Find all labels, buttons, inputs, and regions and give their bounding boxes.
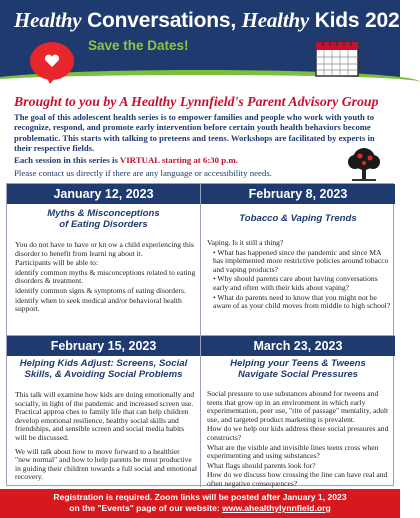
session-description xyxy=(15,391,197,483)
session-title-line1: Myths & Misconceptions xyxy=(47,208,160,219)
session-title xyxy=(7,208,200,230)
virtual-highlight: VIRTUAL starting at 6:30 p.m. xyxy=(119,155,238,165)
calendar-icon xyxy=(314,36,360,78)
session-paragraph: • Why should parents care about having conversations early and often with their kids about vaping? xyxy=(213,274,378,292)
session-paragraph: identify when to seek medical and/or behavioral health support. xyxy=(15,295,182,314)
session-title xyxy=(201,358,395,380)
session-date: February 15, 2023 xyxy=(7,336,200,356)
heart-icon xyxy=(44,54,60,68)
tree-icon xyxy=(344,146,384,182)
session-title-line1: Tobacco & Vaping Trends xyxy=(239,213,357,224)
title-kids-2023: Kids 2023 xyxy=(309,9,411,32)
session-title xyxy=(201,213,395,224)
session-paragraph: What flags should parents look for? xyxy=(207,460,316,470)
session-paragraph: You do not have to have or kn ow a child experiencing this disorder to benefit from learni ng about it. xyxy=(15,240,194,258)
session-title-line1: Helping Kids Adjust: Screens, Social xyxy=(19,358,188,369)
footer-banner xyxy=(0,489,400,518)
session-paragraph: We will talk about how to move forward to a healthier "new normal" and how to help parents be most productive in guiding their children towards a full social and emotional recovery. xyxy=(15,446,197,482)
session-description xyxy=(207,239,391,312)
session-paragraph: Participants will be able to: xyxy=(15,258,99,268)
footer-website-prefix: on the "Events" page of our website: xyxy=(69,503,223,513)
brought-by-heading: Brought to you by A Healthy Lynnfield's Parent Advisory Group xyxy=(14,94,379,109)
session-paragraph: identify common myths & misconceptions related to eating disorders & treatment. xyxy=(15,267,196,286)
session-date: March 23, 2023 xyxy=(201,336,395,356)
session-title-line1: Helping your Teens & Tweens xyxy=(230,358,366,369)
session-card-4 xyxy=(201,336,395,487)
header-banner xyxy=(0,0,411,80)
session-date: January 12, 2023 xyxy=(7,184,200,204)
session-title-line2: Navigate Social Pressures xyxy=(238,369,358,380)
virtual-prefix: Each session in this series is xyxy=(14,155,120,165)
session-date: February 8, 2023 xyxy=(201,184,395,204)
session-card-2 xyxy=(201,184,395,335)
title-conversations: Conversations, xyxy=(81,9,242,32)
intro-paragraph: The goal of this adolescent health series is to empower families and people who work with youth to recognize, respond, and promote early intervention before certain youth health behaviors become problematic. This starts with talking to preteens and teens. Workshops are facilitated by experts in their respective fields. xyxy=(14,112,375,153)
session-paragraph: Vaping. Is it still a thing? xyxy=(207,238,284,247)
session-description xyxy=(207,390,391,490)
session-paragraph: How do we help our kids address these social pressures and constructs? xyxy=(207,424,389,442)
session-paragraph: What are the visible and invisible lines teens cross when experimenting and using substances? xyxy=(207,442,379,461)
sessions-grid xyxy=(6,183,394,486)
contact-note: Please contact us directly if there are any language or accessibility needs. xyxy=(14,168,272,178)
session-paragraph: identify common signs & symptoms of eating disorders. xyxy=(15,285,186,295)
session-paragraph: How do we discuss how crossing the line can have real and often negative consequences? xyxy=(207,470,388,488)
website-link[interactable]: www.ahealthylynnfield.org xyxy=(222,503,331,513)
session-title-line2: Skills, & Avoiding Social Problems xyxy=(24,369,183,380)
session-card-1 xyxy=(7,184,200,335)
footer-registration-note: Registration is required. Zoom links will be posted after January 1, 2023 xyxy=(53,492,347,502)
session-paragraph: Social pressure to use substances abound for tweens and teens that grow up in an environment in which early experimentation, peer use, "rite of passage" mentality, adult use, and targeted product marketing is prevalent. xyxy=(207,389,389,424)
session-paragraph: • What do parents need to know that you might not be aware of as your child moves from middle to high school? xyxy=(213,292,391,311)
title-healthy-2: Healthy xyxy=(241,8,310,32)
footer-website-line xyxy=(0,503,400,514)
page-title xyxy=(14,8,411,33)
session-title xyxy=(7,358,200,380)
session-paragraph: This talk will examine how kids are doing emotionally and socially, in light of the pandemic and increased screen use. Practical approa ches to family life that can help children develop emotional resilience, healthy social skills and friendships, and sensible screen and social media habits will be discussed. xyxy=(15,390,195,442)
session-title-line2: of Eating Disorders xyxy=(59,219,148,230)
session-paragraph: • What has happened since the pandemic and since MA has implemented more restrictive policies around tobacco and vaping products? xyxy=(213,247,389,274)
session-card-3 xyxy=(7,336,200,487)
title-healthy-1: Healthy xyxy=(14,8,82,32)
session-description xyxy=(15,241,197,315)
virtual-notice xyxy=(14,155,314,165)
save-the-dates: Save the Dates! xyxy=(88,38,189,53)
